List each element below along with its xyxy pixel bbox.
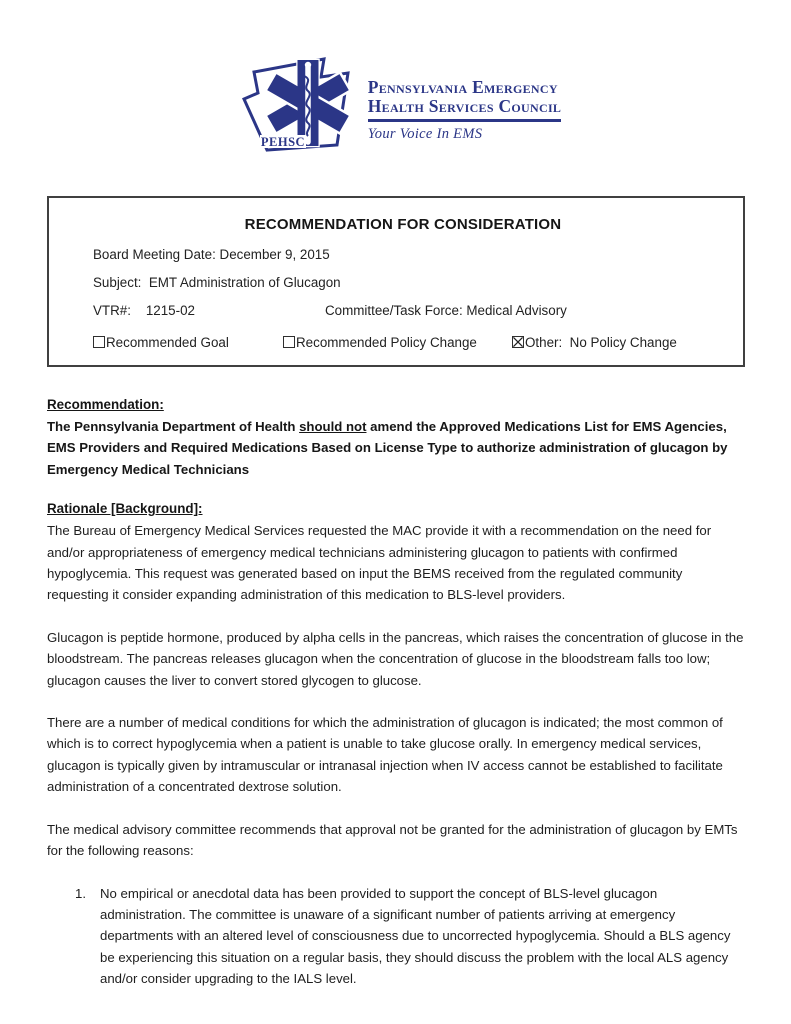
checkbox-item-recommended-policy-change	[283, 334, 512, 351]
logo-wordmark	[368, 78, 561, 143]
recommended-goal-checkbox	[93, 336, 105, 348]
checkbox-item-other	[512, 334, 677, 351]
rationale-heading: Rationale [Background]:	[47, 501, 203, 517]
checkbox-label: Recommended Policy Change	[296, 335, 477, 350]
rationale-paragraph-2: Glucagon is peptide hormone, produced by alpha cells in the pancreas, which raises the concentration of glucose in the bloodstream. The pancreas releases glucagon when the concentration of glucose in the bloodstream falls too low; glucagon causes the liver to convert stored glycogen to glucose.	[47, 629, 744, 688]
pehsc-logo	[47, 0, 744, 158]
other-checkbox	[512, 336, 524, 348]
vtr-number: VTR#: 1215-02	[93, 303, 195, 318]
checkbox-row	[93, 334, 713, 351]
reason-list-item-1	[75, 883, 745, 990]
recommended-policy-change-checkbox	[283, 336, 295, 348]
committee-task-force: Committee/Task Force: Medical Advisory	[325, 303, 567, 318]
org-name-line1: Pennsylvania Emergency	[367, 77, 558, 97]
rationale-paragraph-4: The medical advisory committee recommends that approval not be granted for the administration of glucagon by EMTs for the following reasons:	[47, 821, 738, 859]
keystone-star-of-life-icon	[230, 52, 360, 158]
recommendation-text-underlined: should not	[299, 419, 367, 434]
recommendation-text-post: amend the Approved Medications List for EMS Agencies, EMS Providers and Required Medications Based on License Type to authorize administration of glucagon by Emergency Medical Technicians	[47, 419, 728, 477]
recommendation-header-box	[47, 196, 745, 367]
rationale-paragraph-3: There are a number of medical conditions for which the administration of glucagon is indicated; the most common of which is to correct hypoglycemia when a patient is unable to take glucose orally. In emergency medical services, glucagon is typically given by intramuscular or intranasal injection when IV access cannot be established to facilitate administration of a concentrated dextrose solution.	[47, 715, 723, 795]
list-item-text: No empirical or anecdotal data has been provided to support the concept of BLS-level glucagon administration. The committee is unaware of a significant number of patients arriving at emergency departments with an altered level of consciousness due to uncorrected hypoglycemia. Should a BLS agency be experiencing this situation on a regular basis, they should discuss the problem with the local ALS agency and/or consider upgrading to the IALS level.	[100, 885, 731, 987]
document-title: RECOMMENDATION FOR CONSIDERATION	[244, 216, 562, 233]
logo-tagline: Your Voice In EMS	[367, 126, 483, 142]
list-item-number: 1.	[75, 885, 86, 901]
document-body	[47, 397, 745, 990]
rationale-paragraph-1: The Bureau of Emergency Medical Services requested the MAC provide it with a recommendation on the need for and/or appropriateness of emergency medical technicians administering glucagon to patients with confirmed hypoglycemia. This request was generated based on input the BEMS received from the regulated community requesting it consider expanding administration of this medication to BLS-level providers.	[47, 523, 712, 603]
checkbox-label: Other: No Policy Change	[525, 335, 677, 350]
recommendation-heading: Recommendation:	[47, 397, 164, 412]
recommendation-text-pre: The Pennsylvania Department of Health	[47, 419, 300, 434]
subject-line: Subject: EMT Administration of Glucagon	[93, 275, 341, 290]
logo-acronym: PEHSC	[260, 135, 305, 149]
x-mark-icon	[513, 337, 523, 347]
vtr-committee-row	[93, 302, 713, 330]
board-meeting-date: Board Meeting Date: December 9, 2015	[93, 247, 330, 262]
org-name-line2: Health Services Council	[367, 96, 562, 116]
recommendation-statement	[47, 416, 745, 480]
checkbox-item-recommended-goal	[93, 334, 283, 351]
logo-divider	[368, 119, 561, 122]
checkbox-label: Recommended Goal	[106, 335, 229, 350]
